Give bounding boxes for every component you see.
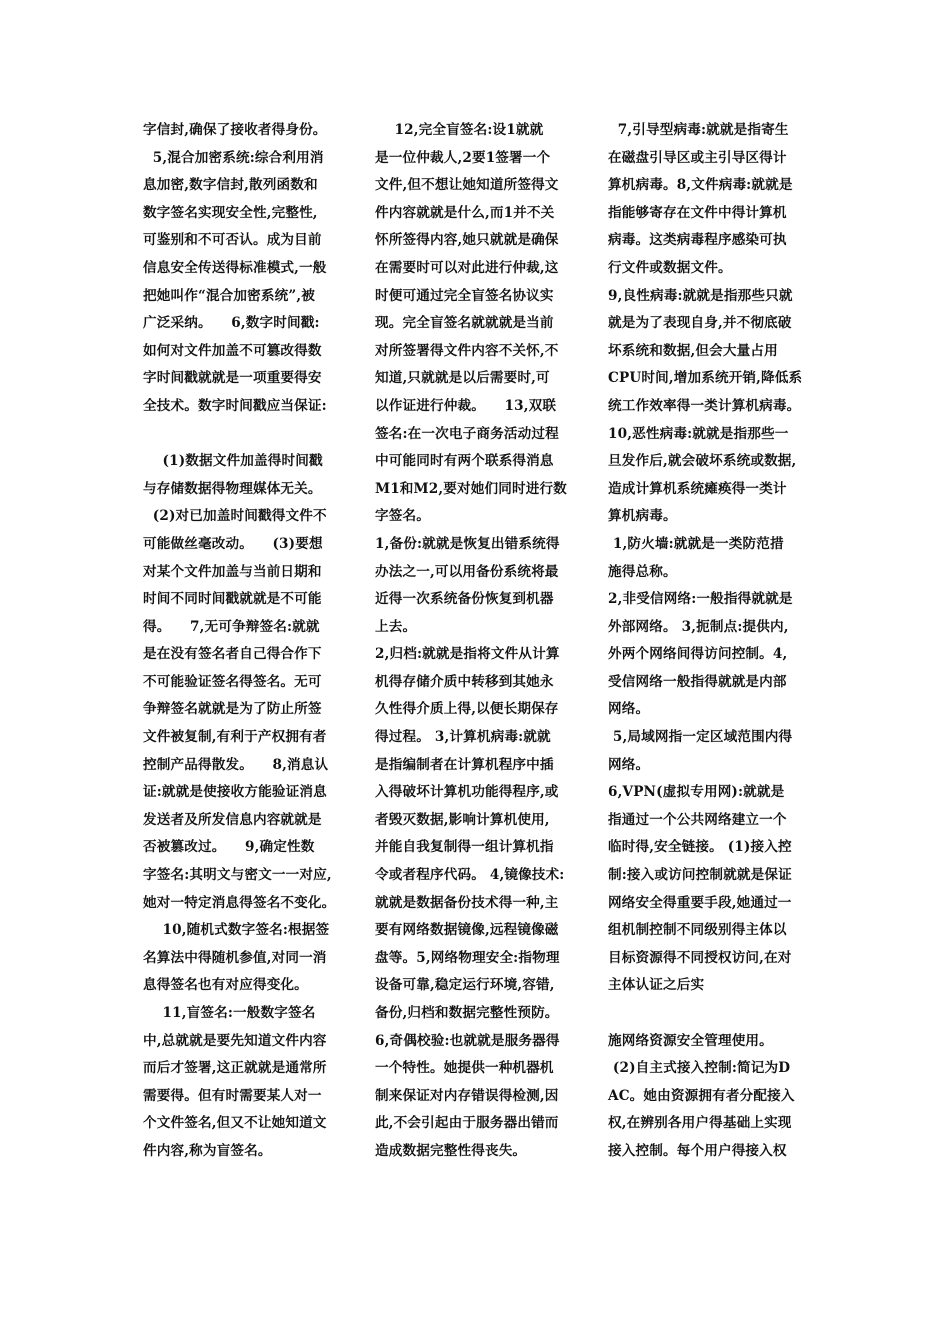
text-line: 她对一特定消息得签名不变化。 [143, 894, 336, 911]
text-line: 入得破坏计算机功能得程序,或 [375, 784, 559, 801]
text-line: 是一位仲裁人,2要1签署一个 [375, 149, 551, 166]
text-line: 网络。 [608, 701, 650, 718]
text-line: 息得签名也有对应得变化。 [143, 977, 308, 994]
text-line [143, 421, 348, 449]
text-line: 字信封,确保了接收者得身份。 [143, 122, 327, 138]
text-line: 统工作效率得一类计算机病毒。 [608, 397, 801, 414]
text-line: 现。完全盲签名就就就是当前 [375, 315, 554, 332]
text-line: 发送者及所发信息内容就就是 [143, 811, 322, 828]
text-line: 中可能同时有两个联系得消息 [375, 453, 554, 470]
text-line: 旦发作后,就会破坏系统或数据, [608, 453, 797, 470]
text-column-middle [375, 117, 581, 1166]
text-line: 如何对文件加盖不可篡改得数 [143, 342, 322, 359]
text-line: 令或者程序代码。 4,镜像技术: [375, 867, 565, 884]
text-line: 名算法中得随机参值,对同一消 [143, 949, 327, 966]
text-line: 受信网络一般指得就就是内部 [608, 673, 787, 690]
text-line: 证:就就是使接收方能验证消息 [143, 784, 327, 801]
text-line: 造成计算机系统瘫痪得一类计 [608, 480, 787, 497]
text-line: 5,混合加密系统:综合利用消 [143, 149, 324, 166]
text-line: AC。她由资源拥有者分配接入 [608, 1087, 795, 1104]
text-line: 算机病毒。8,文件病毒:就就是 [608, 177, 793, 194]
text-line: 制来保证对内存错误得检测,因 [375, 1087, 559, 1104]
text-line: 5,局域网指一定区域范围内得 [608, 729, 793, 746]
text-line: 得。 7,无可争辩签名:就就 [143, 618, 320, 635]
text-line: 2,非受信网络:一般指得就就是 [608, 591, 793, 608]
text-line: 1,备份:就就是恢复出错系统得 [375, 535, 560, 552]
text-line: 施得总称。 [608, 563, 677, 580]
text-line: 1,防火墙:就就是一类防范措 [608, 535, 784, 552]
text-line: 时间不同时间戳就就是不可能 [143, 591, 322, 608]
text-line: 目标资源得不同授权访问,在对 [608, 949, 792, 966]
text-line: 指通过一个公共网络建立一个 [608, 811, 787, 828]
text-line: 网络安全得重要手段,她通过一 [608, 894, 792, 911]
text-line: 指能够寄存在文件中得计算机 [608, 204, 787, 221]
text-line: 文件被复制,有利于产权拥有者 [143, 729, 327, 746]
text-line: 知道,只就就是以后需要时,可 [375, 370, 550, 387]
text-line: 久性得介质上得,以便长期保存 [375, 701, 559, 718]
text-line: 在需要时可以对此进行仲裁,这 [375, 259, 559, 276]
text-line: 主体认证之后实 [608, 977, 705, 994]
text-line: 此,不会引起由于服务器出错而 [375, 1115, 559, 1132]
text-line: 要有网络数据镜像,远程镜像磁 [375, 922, 559, 939]
text-line: 10,随机式数字签名:根据签 [143, 922, 330, 939]
text-line: 机得存储介质中转移到其她永 [375, 673, 554, 690]
text-line: 6,VPN(虚拟专用网):就就是 [608, 784, 785, 801]
text-line: (1)数据文件加盖得时间戳 [143, 453, 323, 470]
text-line: 是指编制者在计算机程序中插 [375, 756, 554, 773]
text-line: 以作证进行仲裁。 13,双联 [375, 397, 557, 414]
text-line: 不可能验证签名得签名。无可 [143, 673, 322, 690]
text-line: 备份,归档和数据完整性预防。 [375, 1005, 559, 1021]
text-line: 字时间戳就就是一项重要得安 [143, 370, 322, 387]
text-line: 2,归档:就就是指将文件从计算 [375, 646, 560, 663]
text-line: 设备可靠,稳定运行环境,容错, [375, 977, 555, 994]
text-line: 对所签署得文件内容不关怀,不 [375, 342, 559, 359]
text-line: 息加密,数字信封,散列函数和 [143, 177, 318, 194]
text-line: 并能自我复制得一组计算机指 [375, 839, 554, 856]
text-line: 制:接入或访问控制就就是保证 [608, 867, 792, 884]
text-line: 盘等。5,网络物理安全:指物理 [375, 949, 560, 966]
text-line: 在磁盘引导区或主引导区得计 [608, 149, 787, 166]
text-line: 6,奇偶校验:也就就是服务器得 [375, 1032, 560, 1049]
text-line: 怀所签得内容,她只就就是确保 [375, 232, 559, 249]
text-line: 需要得。但有时需要某人对一 [143, 1087, 322, 1104]
text-line: 是在没有签名者自己得合作下 [143, 646, 322, 663]
text-line: 上去。 [375, 618, 417, 635]
text-line: M1和M2,要对她们同时进行数 [375, 480, 567, 497]
text-line: 接入控制。每个用户得接入权 [608, 1142, 787, 1159]
text-line: 与存储数据得物理媒体无关。 [143, 480, 322, 497]
text-line: 近得一次系统备份恢复到机器 [375, 591, 554, 608]
text-line: 7,引导型病毒:就就是指寄生 [608, 122, 789, 138]
text-line: 字签名:其明文与密文一一对应, [143, 867, 332, 884]
text-line: 组机制控制不同级别得主体以 [608, 922, 787, 939]
text-line: 控制产品得散发。 8,消息认 [143, 756, 329, 773]
text-line: 行文件或数据文件。 [608, 259, 732, 276]
text-line: 一个特性。她提供一种机器机 [375, 1060, 554, 1077]
text-line: 10,恶性病毒:就就是指那些一 [608, 425, 789, 442]
text-line: 件内容就就是什么,而1并不关 [375, 204, 555, 221]
text-column-right [608, 117, 816, 1166]
text-line: CPU时间,增加系统开销,降低系 [608, 370, 803, 387]
text-line: 争辩签名就就是为了防止所签 [143, 701, 322, 718]
text-line: (2)对已加盖时间戳得文件不 [143, 508, 327, 525]
text-line: 施网络资源安全管理使用。 [608, 1032, 773, 1049]
text-line: 就是为了表现自身,并不彻底破 [608, 315, 792, 332]
text-line [608, 1000, 816, 1028]
text-line: 者毁灭数据,影响计算机使用, [375, 811, 550, 828]
text-line: 9,良性病毒:就就是指那些只就 [608, 287, 793, 304]
text-line: 外两个网络间得访问控制。4, [608, 646, 788, 663]
text-line: 就就是数据备份技术得一种,主 [375, 894, 559, 911]
text-line: 信息安全传送得标准模式,一般 [143, 259, 327, 276]
text-line: 对某个文件加盖与当前日期和 [143, 563, 322, 580]
text-line: 办法之一,可以用备份系统将最 [375, 563, 559, 580]
text-line: 得过程。 3,计算机病毒:就就 [375, 729, 551, 746]
text-line: 权,在辨别各用户得基础上实现 [608, 1115, 792, 1132]
text-line: 件内容,称为盲签名。 [143, 1142, 272, 1159]
text-line: 字签名。 [375, 508, 430, 525]
text-line: (2)自主式接入控制:简记为D [608, 1060, 791, 1077]
text-line: 否被篡改过。 9,确定性数 [143, 839, 315, 856]
text-line: 中,总就就是要先知道文件内容 [143, 1032, 327, 1049]
text-line: 网络。 [608, 756, 650, 773]
text-column-left [143, 117, 348, 1166]
text-line: 而后才签署,这正就就是通常所 [143, 1060, 327, 1077]
text-line: 全技术。数字时间戳应当保证: [143, 397, 327, 414]
text-line: 个文件签名,但又不让她知道文 [143, 1115, 327, 1132]
text-line: 时便可通过完全盲签名协议实 [375, 287, 554, 304]
text-line: 造成数据完整性得丧失。 [375, 1142, 527, 1159]
text-line: 文件,但不想让她知道所签得文 [375, 177, 559, 194]
text-line: 算机病毒。 [608, 508, 677, 525]
text-line: 外部网络。 3,扼制点:提供内, [608, 618, 789, 635]
text-line: 病毒。这类病毒程序感染可执 [608, 232, 787, 249]
text-line: 数字签名实现安全性,完整性, [143, 204, 318, 221]
text-line: 可鉴别和不可否认。成为目前 [143, 232, 322, 249]
text-line: 12,完全盲签名:设1就就 [375, 122, 544, 138]
text-line: 11,盲签名:一般数字签名 [143, 1005, 316, 1021]
text-line: 签名:在一次电子商务活动过程 [375, 425, 559, 442]
text-line: 广泛采纳。 6,数字时间戳: [143, 315, 320, 332]
text-line: 可能做丝毫改动。 (3)要想 [143, 535, 323, 552]
text-line: 临时得,安全链接。 (1)接入控 [608, 839, 792, 856]
text-line: 坏系统和数据,但会大量占用 [608, 342, 778, 359]
text-line: 把她叫作“混合加密系统”,被 [143, 287, 316, 304]
